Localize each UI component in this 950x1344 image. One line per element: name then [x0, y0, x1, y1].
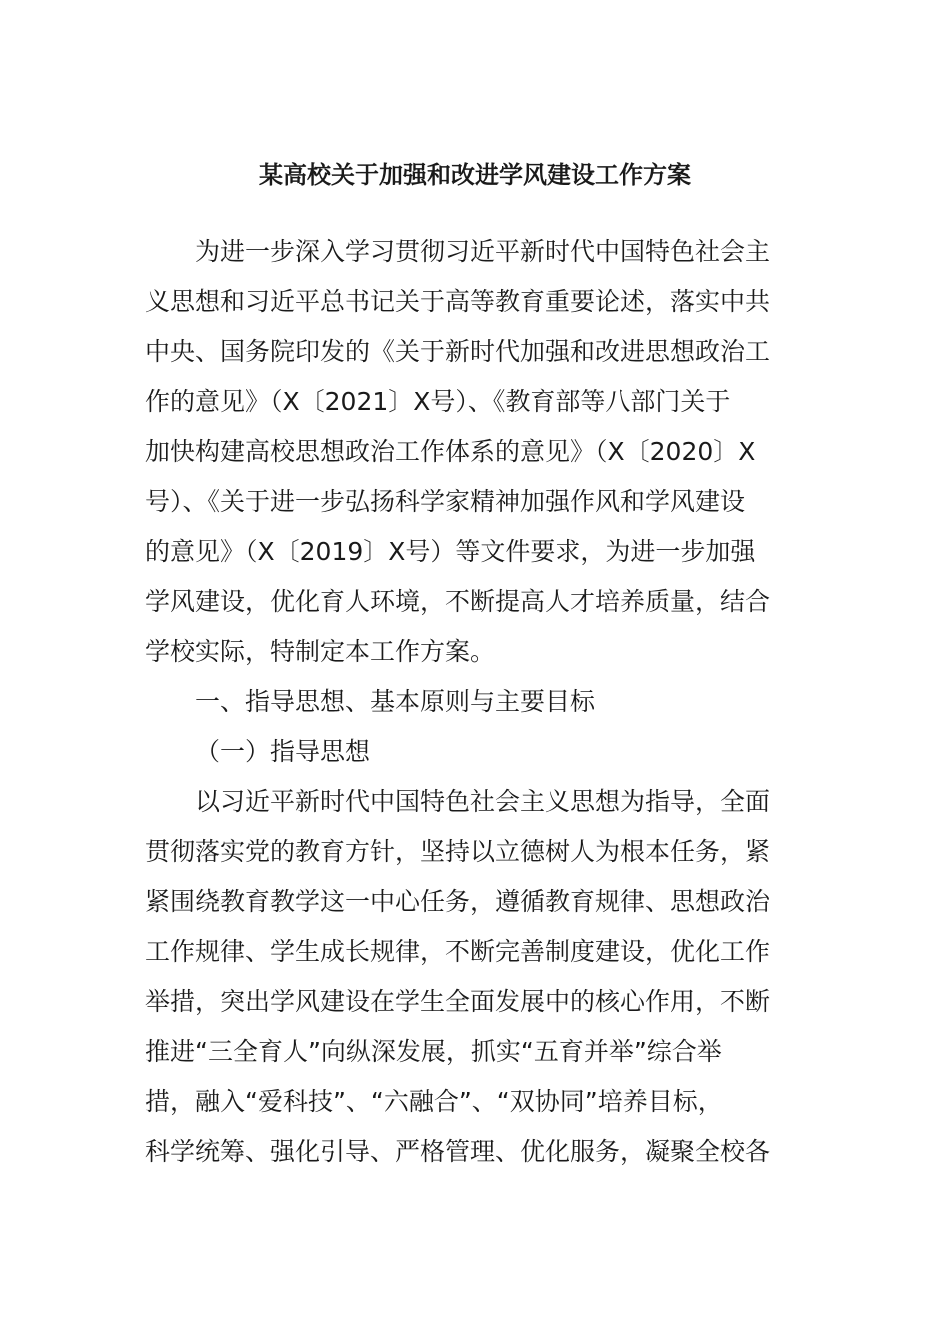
paragraph-line: 贯彻落实党的教育方针，坚持以立德树人为根本任务，紧 — [145, 837, 771, 866]
paragraph-line: 学校实际，特制定本工作方案。 — [145, 637, 496, 666]
paragraph-line: 中央、国务院印发的《关于新时代加强和改进思想政治工 — [145, 337, 771, 366]
paragraph-line: 工作规律、学生成长规律，不断完善制度建设，优化工作 — [145, 937, 771, 966]
paragraph-line: 推进“三全育人”向纵深发展，抓实“五育并举”综合举 — [145, 1037, 722, 1066]
paragraph-line: 科学统筹、强化引导、严格管理、优化服务，凝聚全校各 — [145, 1137, 771, 1166]
subsection-heading: （一）指导思想 — [195, 737, 371, 766]
paragraph-line: 为进一步深入学习贯彻习近平新时代中国特色社会主 — [195, 237, 771, 266]
paragraph-line: 的意见》（X〔2019〕X号）等文件要求，为进一步加强 — [145, 537, 756, 566]
paragraph-line: 举措，突出学风建设在学生全面发展中的核心作用，不断 — [145, 987, 771, 1016]
paragraph-line: 措，融入“爱科技”、“六融合”、“双协同”培养目标， — [145, 1087, 723, 1116]
paragraph-line: 义思想和习近平总书记关于高等教育重要论述，落实中共 — [145, 287, 771, 316]
paragraph-line: 作的意见》（X〔2021〕X号）、《教育部等八部门关于 — [145, 387, 731, 416]
paragraph-line: 以习近平新时代中国特色社会主义思想为指导，全面 — [195, 787, 771, 816]
paragraph-line: 学风建设，优化育人环境，不断提高人才培养质量，结合 — [145, 587, 771, 616]
paragraph-line: 号）、《关于进一步弘扬科学家精神加强作风和学风建设 — [145, 487, 746, 516]
paragraph-line: 加快构建高校思想政治工作体系的意见》（X〔2020〕X — [145, 437, 756, 466]
section-heading: 一、指导思想、基本原则与主要目标 — [195, 687, 596, 716]
paragraph-line: 紧围绕教育教学这一中心任务，遵循教育规律、思想政治 — [145, 887, 771, 916]
document-title: 某高校关于加强和改进学风建设工作方案 — [259, 161, 691, 189]
document-body — [145, 227, 805, 1177]
